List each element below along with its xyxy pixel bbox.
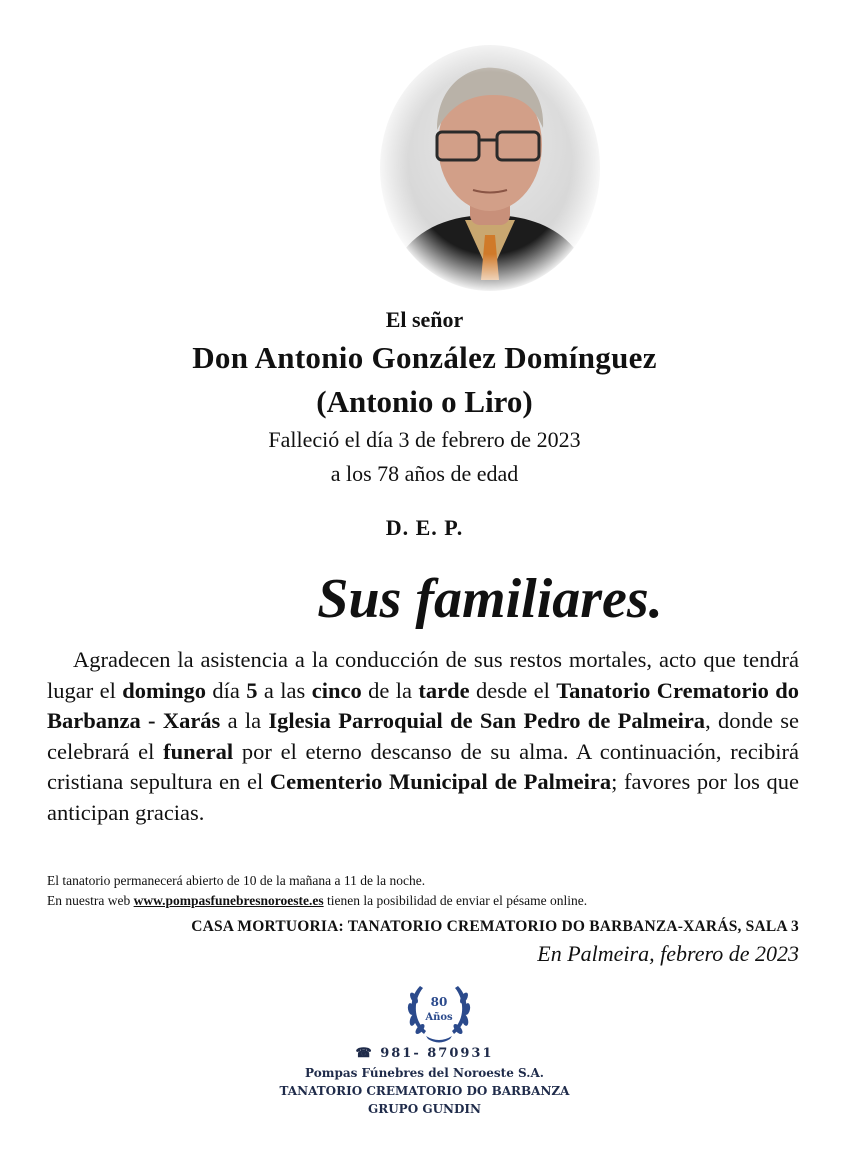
website-link[interactable]: www.pompasfunebresnoroeste.es <box>133 893 324 908</box>
badge-number: 80 <box>430 995 448 1009</box>
badge-word: Años <box>425 1012 453 1023</box>
portrait-photo <box>375 40 605 295</box>
anniversary-badge-logo <box>400 976 478 1046</box>
company-name: Pompas Fúnebres del Noroeste S.A. <box>305 1066 544 1080</box>
death-date: Falleció el día 3 de febrero de 2023 <box>268 427 581 452</box>
deceased-alias: (Antonio o Liro) <box>316 384 533 419</box>
family-heading: Sus familiares. <box>317 568 663 630</box>
telephone-icon: ☎ <box>355 1046 374 1061</box>
dep-text: D. E. P. <box>385 515 464 540</box>
place-date: En Palmeira, febrero de 2023 <box>537 941 799 966</box>
honorific: El señor <box>385 307 464 332</box>
age-at-death: a los 78 años de edad <box>330 461 519 486</box>
tanatorio-hours: El tanatorio permanecerá abierto de 10 de la mañana a 11 de la noche. <box>47 873 426 888</box>
tanatorio-name: TANATORIO CREMATORIO DO BARBANZA <box>279 1084 570 1098</box>
casa-mortuoria: CASA MORTUORIA: TANATORIO CREMATORIO DO BARBANZA-XARÁS, SALA 3 <box>191 918 799 935</box>
deceased-name: Don Antonio González Domínguez <box>192 340 657 375</box>
web-note: En nuestra web www.pompasfunebresnoroeste.es tienen la posibilidad de enviar el pésame online. <box>47 893 588 908</box>
announcement-paragraph: Agradecen la asistencia a la conducción de sus restos mortales, acto que tendrá lugar el domingo día 5 a las cinco de la tarde desde el Tanatorio Crematorio do Barbanza - Xarás a la Iglesia Parroquial de San Pedro de Palmeira, donde se celebrará el funeral por el eterno descanso de su alma. A continuación, recibirá cristiana sepultura en el Cementerio Municipal de Palmeira; favores por los que anticipan gracias. <box>47 647 799 825</box>
phone-line <box>0 1046 849 1061</box>
group-name: GRUPO GUNDIN <box>367 1102 481 1116</box>
phone-number[interactable]: 981- 870931 <box>380 1046 494 1061</box>
